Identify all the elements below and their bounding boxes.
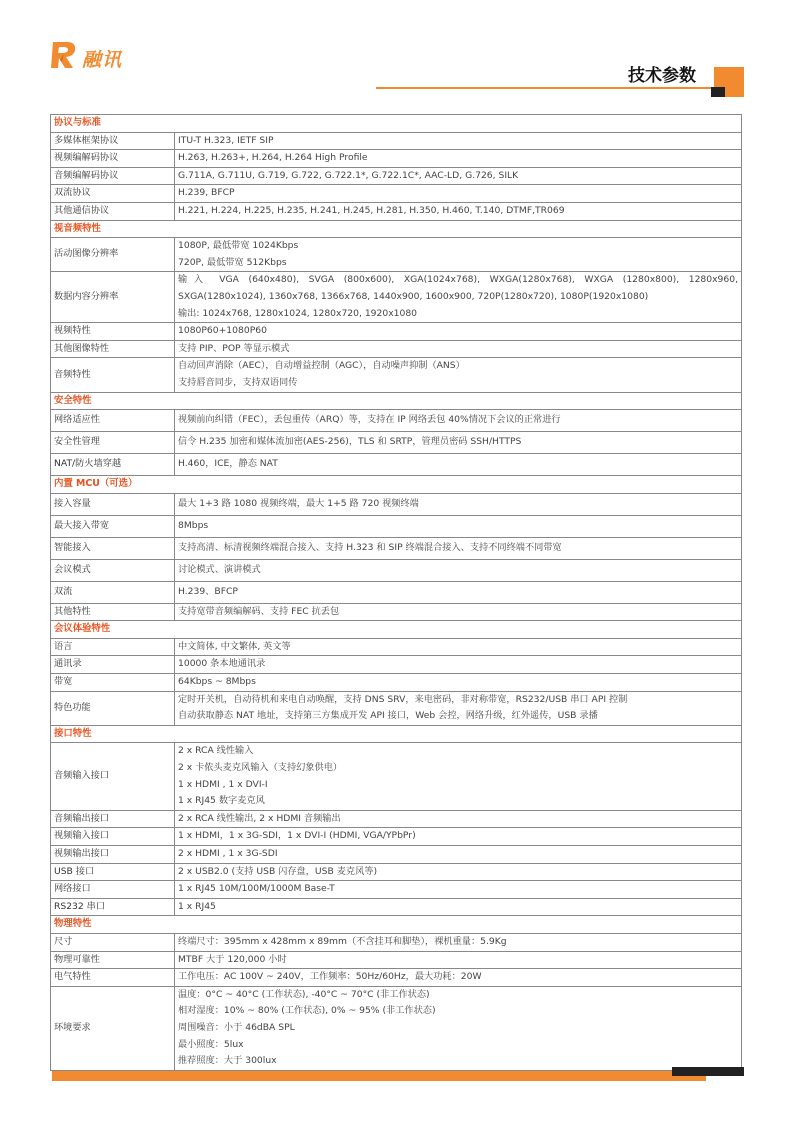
- logo-text: 融讯: [82, 49, 123, 71]
- row-value: [175, 559, 742, 581]
- value-line: 最小照度：5lux: [178, 1038, 244, 1050]
- row-label: 电气特性: [51, 969, 175, 987]
- row-label: 活动图像分辨率: [51, 238, 175, 272]
- row-label: 双流协议: [51, 185, 175, 203]
- value-line: H.221, H.224, H.225, H.235, H.241, H.245, H.281, H.350, H.460, T.140, DTMF,TR069: [178, 204, 565, 216]
- row-value: [175, 167, 742, 185]
- table-row: [51, 150, 742, 168]
- table-row: [51, 603, 742, 621]
- section-header: [51, 916, 742, 934]
- value-line: 定时开关机，自动待机和来电自动唤醒，支持 DNS SRV，来电密码，非对称带宽，RS232/USB 串口 API 控制: [178, 693, 628, 705]
- row-label: NAT/防火墙穿越: [51, 454, 175, 476]
- row-value: [175, 537, 742, 559]
- value-line: 2 x HDMI , 1 x 3G-SDI: [178, 848, 278, 859]
- value-line: 1 x RJ45: [178, 900, 216, 912]
- title-underline: [376, 87, 716, 89]
- row-label: 双流: [51, 581, 175, 603]
- row-value: [175, 863, 742, 881]
- table-row: [51, 969, 742, 987]
- table-row: [51, 951, 742, 969]
- footer-bar: [52, 1071, 706, 1081]
- value-line: ITU-T H.323, IETF SIP: [178, 134, 274, 146]
- row-value: [175, 202, 742, 220]
- table-row: [51, 515, 742, 537]
- value-line: 温度：0°C ~ 40°C (工作状态), -40°C ~ 70°C (非工作状态): [178, 988, 430, 1000]
- table-row: [51, 559, 742, 581]
- table-row: [51, 238, 742, 272]
- row-label: 其他图像特性: [51, 340, 175, 358]
- row-value: [175, 185, 742, 203]
- value-line: G.711A, G.711U, G.719, G.722, G.722.1*, G.722.1C*, AAC-LD, G.726, SILK: [178, 169, 519, 181]
- table-row: [51, 323, 742, 341]
- table-row: [51, 898, 742, 916]
- row-label: 尺寸: [51, 933, 175, 951]
- row-value: [175, 323, 742, 341]
- row-value: [175, 828, 742, 846]
- row-value: [175, 238, 742, 272]
- row-value: [175, 150, 742, 168]
- table-row: [51, 986, 742, 1070]
- row-label: 其他通信协议: [51, 202, 175, 220]
- value-line: 1080P60+1080P60: [178, 325, 267, 337]
- section-header: [51, 725, 742, 743]
- row-label: 视频输出接口: [51, 846, 175, 864]
- table-row: [51, 881, 742, 899]
- row-value: [175, 358, 742, 392]
- row-label: 环境要求: [51, 986, 175, 1070]
- value-line: 1 x RJ45 10M/100M/1000M Base-T: [178, 883, 335, 895]
- value-line: 输入 VGA (640x480), SVGA (800x600), XGA(1024x768), WXGA(1280x768), WXGA (1280x800), 1280x960, SXGA(1280x1024), 1360x768, 1366x768, 1440x900, 1600x900, 720P(1280x720), 1080P(1920x1080): [178, 274, 739, 302]
- row-value: [175, 515, 742, 537]
- table-row: [51, 810, 742, 828]
- table-row: [51, 454, 742, 476]
- table-row: [51, 167, 742, 185]
- table-row: [51, 410, 742, 432]
- value-line: H.460，ICE，静态 NAT: [178, 458, 278, 470]
- value-line: 10000 条本地通讯录: [178, 658, 266, 670]
- value-line: 2 x RCA 线性输入: [178, 745, 254, 757]
- section-title: 会议体验特性: [51, 621, 742, 639]
- value-line: 2 x 卡侬头麦克风输入（支持幻象供电）: [178, 762, 343, 774]
- value-line: 1 x RJ45 数字麦克风: [178, 795, 265, 807]
- table-row: [51, 185, 742, 203]
- value-line: 中文简体, 中文繁体, 英文等: [178, 640, 291, 652]
- row-value: [175, 933, 742, 951]
- value-line: 视频前向纠错（FEC），丢包重传（ARQ）等，支持在 IP 网络丢包 40%情况下会议的正常进行: [178, 414, 561, 426]
- value-line: H.239、BFCP: [178, 585, 238, 597]
- value-line: 2 x RCA 线性输出, 2 x HDMI 音频输出: [178, 812, 341, 824]
- table-row: [51, 202, 742, 220]
- section-title: 接口特性: [51, 725, 742, 743]
- table-row: [51, 358, 742, 392]
- table-row: [51, 432, 742, 454]
- row-label: 音频编解码协议: [51, 167, 175, 185]
- row-label: 网络适应性: [51, 410, 175, 432]
- value-line: 1 x HDMI , 1 x DVI-I: [178, 778, 268, 790]
- table-row: [51, 340, 742, 358]
- row-value: [175, 410, 742, 432]
- row-label: 最大接入带宽: [51, 515, 175, 537]
- section-title: 协议与标准: [51, 115, 742, 133]
- section-header: [51, 476, 742, 494]
- row-label: RS232 串口: [51, 898, 175, 916]
- title-dark-block: [711, 87, 725, 97]
- company-logo: [50, 40, 140, 72]
- table-row: [51, 828, 742, 846]
- row-value: [175, 846, 742, 864]
- value-line: 工作电压：AC 100V ~ 240V，工作频率：50Hz/60Hz，最大功耗：20W: [178, 971, 482, 983]
- section-title: 视音频特性: [51, 220, 742, 238]
- table-row: [51, 933, 742, 951]
- section-header: [51, 220, 742, 238]
- value-line: 相对湿度：10% ~ 80% (工作状态), 0% ~ 95% (非工作状态): [178, 1005, 436, 1017]
- row-value: [175, 493, 742, 515]
- section-header: [51, 621, 742, 639]
- table-row: [51, 743, 742, 810]
- value-line: 讨论模式、演讲模式: [178, 563, 261, 575]
- table-row: [51, 863, 742, 881]
- value-line: 自动回声消除（AEC），自动增益控制（AGC），自动噪声抑制（ANS）: [178, 360, 465, 372]
- value-line: 2 x USB2.0 (支持 USB 闪存盘，USB 麦克风等): [178, 865, 378, 877]
- row-label: 视频编解码协议: [51, 150, 175, 168]
- row-label: 其他特性: [51, 603, 175, 621]
- section-title: 安全特性: [51, 392, 742, 410]
- value-line: 支持唇音同步，支持双语同传: [178, 376, 298, 388]
- row-value: [175, 454, 742, 476]
- table-row: [51, 691, 742, 725]
- row-value: [175, 969, 742, 987]
- row-label: 音频输入接口: [51, 743, 175, 810]
- value-line: 推荐照度：大于 300lux: [178, 1055, 277, 1067]
- spec-table: [50, 114, 742, 1071]
- row-value: [175, 743, 742, 810]
- row-value: [175, 656, 742, 674]
- row-label: 带宽: [51, 674, 175, 692]
- value-line: 8Mbps: [178, 519, 209, 531]
- footer-dark-block: [672, 1067, 744, 1076]
- row-value: [175, 132, 742, 150]
- value-line: 周围噪音：小于 46dBA SPL: [178, 1021, 295, 1033]
- row-value: [175, 581, 742, 603]
- value-line: 信令 H.235 加密和媒体流加密(AES-256)，TLS 和 SRTP，管理员密码 SSH/HTTPS: [178, 436, 522, 448]
- value-line: MTBF 大于 120,000 小时: [178, 953, 287, 965]
- row-label: 视频特性: [51, 323, 175, 341]
- table-row: [51, 493, 742, 515]
- row-value: [175, 674, 742, 692]
- value-line: 64Kbps ~ 8Mbps: [178, 676, 256, 688]
- row-value: [175, 898, 742, 916]
- value-line: 输出: 1024x768, 1280x1024, 1280x720, 1920x1080: [178, 307, 418, 319]
- row-value: [175, 691, 742, 725]
- row-label: 物理可靠性: [51, 951, 175, 969]
- row-value: [175, 638, 742, 656]
- section-title: 内置 MCU（可选）: [51, 476, 742, 494]
- row-value: [175, 603, 742, 621]
- row-value: [175, 432, 742, 454]
- table-row: [51, 581, 742, 603]
- row-value: [175, 810, 742, 828]
- table-row: [51, 132, 742, 150]
- row-label: 智能接入: [51, 537, 175, 559]
- row-label: 视频输入接口: [51, 828, 175, 846]
- row-value: [175, 881, 742, 899]
- value-line: 自动获取静态 NAT 地址，支持第三方集成开发 API 接口，Web 会控，网络升级，红外遥传，USB 录播: [178, 710, 598, 722]
- section-title: 物理特性: [51, 916, 742, 934]
- section-header: [51, 392, 742, 410]
- row-value: [175, 951, 742, 969]
- page-title: 技术参数: [628, 66, 696, 86]
- value-line: 终端尺寸：395mm x 428mm x 89mm（不含挂耳和脚垫），裸机重量：5.9Kg: [178, 935, 507, 947]
- row-label: 音频输出接口: [51, 810, 175, 828]
- value-line: 720P, 最低带宽 512Kbps: [178, 256, 287, 268]
- table-row: [51, 674, 742, 692]
- value-line: 1080P, 最低带宽 1024Kbps: [178, 240, 299, 252]
- row-label: 通讯录: [51, 656, 175, 674]
- row-label: 多媒体框架协议: [51, 132, 175, 150]
- row-value: [175, 340, 742, 358]
- row-label: 音频特性: [51, 358, 175, 392]
- table-row: [51, 537, 742, 559]
- row-label: 特色功能: [51, 691, 175, 725]
- row-label: 数据内容分辨率: [51, 272, 175, 323]
- value-line: H.263, H.263+, H.264, H.264 High Profile: [178, 152, 368, 164]
- table-row: [51, 656, 742, 674]
- row-value: [175, 986, 742, 1070]
- value-line: H.239, BFCP: [178, 187, 235, 199]
- table-row: [51, 272, 742, 323]
- value-line: 支持高清、标清视频终端混合接入、支持 H.323 和 SIP 终端混合接入、支持不同终端不同带宽: [178, 541, 562, 553]
- row-label: 会议模式: [51, 559, 175, 581]
- row-label: 语言: [51, 638, 175, 656]
- row-label: 网络接口: [51, 881, 175, 899]
- value-line: 最大 1+3 路 1080 视频终端，最大 1+5 路 720 视频终端: [178, 497, 419, 509]
- table-row: [51, 846, 742, 864]
- logo-r-icon: [50, 40, 78, 70]
- value-line: 1 x HDMI，1 x 3G-SDI，1 x DVI-I (HDMI, VGA/YPbPr): [178, 830, 416, 842]
- value-line: 支持 PIP、POP 等显示模式: [178, 342, 290, 354]
- row-label: 接入容量: [51, 493, 175, 515]
- row-label: 安全性管理: [51, 432, 175, 454]
- value-line: 支持宽带音频编解码、支持 FEC 抗丢包: [178, 605, 340, 617]
- row-value: [175, 272, 742, 323]
- section-header: [51, 115, 742, 133]
- table-row: [51, 638, 742, 656]
- row-label: USB 接口: [51, 863, 175, 881]
